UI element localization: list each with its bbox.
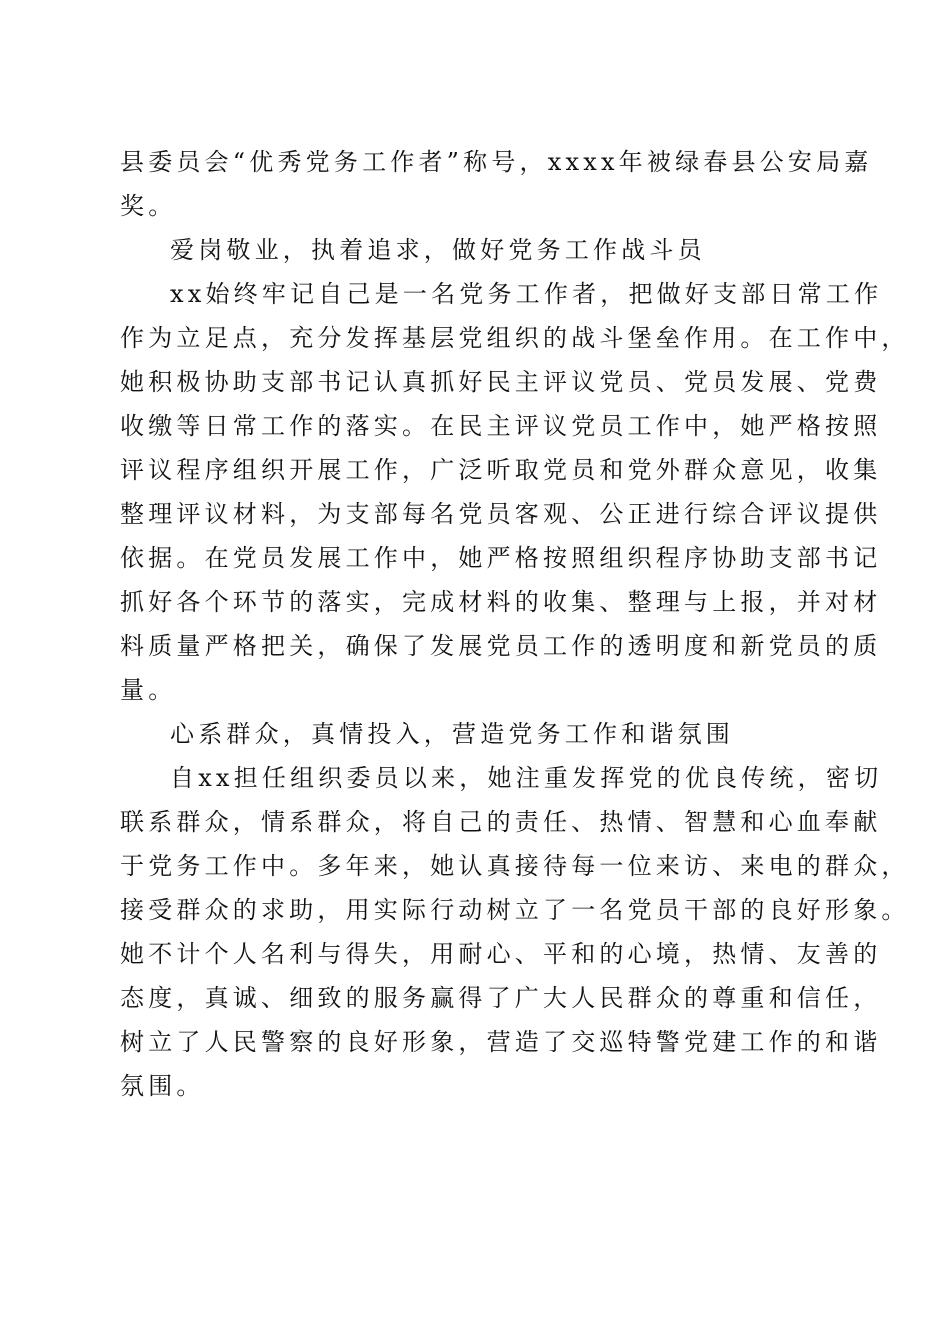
body-paragraph-masses (120, 756, 910, 1108)
text-line: 量。 (120, 676, 177, 704)
text-line: 联系群众，情系群众，将自己的责任、热情、智慧和心血奉献 (120, 808, 882, 836)
heading-line: 爱岗敬业，执着追求，做好党务工作战斗员 (170, 236, 706, 264)
text-line: 作为立足点，充分发挥基层党组织的战斗堡垒作用。在工作中， (120, 324, 910, 352)
text-line: 奖。 (120, 192, 177, 220)
text-line: 抓好各个环节的落实，完成材料的收集、整理与上报，并对材 (120, 588, 882, 616)
intro-continuation-paragraph (120, 140, 873, 228)
text-line: 态度，真诚、细致的服务赢得了广大人民群众的尊重和信任， (120, 984, 882, 1012)
text-line: 她不计个人名利与得失，用耐心、平和的心境，热情、友善的 (120, 940, 882, 968)
text-line: 县委员会“优秀党务工作者”称号，xxxx年被绿春县公安局嘉 (120, 148, 873, 176)
section-heading-dedication (120, 228, 835, 272)
text-line: 料质量严格把关，确保了发展党员工作的透明度和新党员的质 (120, 632, 882, 660)
text-line: 整理评议材料，为支部每名党员客观、公正进行综合评议提供 (120, 500, 882, 528)
body-paragraph-party-work (120, 272, 910, 712)
text-line: 于党务工作中。多年来，她认真接待每一位来访、来电的群众， (120, 852, 910, 880)
text-line: 树立了人民警察的良好形象，营造了交巡特警党建工作的和谐 (120, 1028, 882, 1056)
document-page (120, 140, 910, 1108)
text-line: 自xx担任组织委员以来，她注重发挥党的优良传统，密切 (170, 764, 883, 792)
text-line: 收缴等日常工作的落实。在民主评议党员工作中，她严格按照 (120, 412, 882, 440)
text-line: 评议程序组织开展工作，广泛听取党员和党外群众意见，收集 (120, 456, 882, 484)
text-line: 依据。在党员发展工作中，她严格按照组织程序协助支部书记 (120, 544, 882, 572)
text-line: 她积极协助支部书记认真抓好民主评议党员、党员发展、党费 (120, 368, 882, 396)
heading-line: 心系群众，真情投入，营造党务工作和谐氛围 (170, 720, 734, 748)
text-line: 氛围。 (120, 1072, 205, 1100)
section-heading-masses (120, 712, 835, 756)
text-line: 接受群众的求助，用实际行动树立了一名党员干部的良好形象。 (120, 896, 910, 924)
text-line: xx始终牢记自己是一名党务工作者，把做好支部日常工作 (170, 280, 883, 308)
